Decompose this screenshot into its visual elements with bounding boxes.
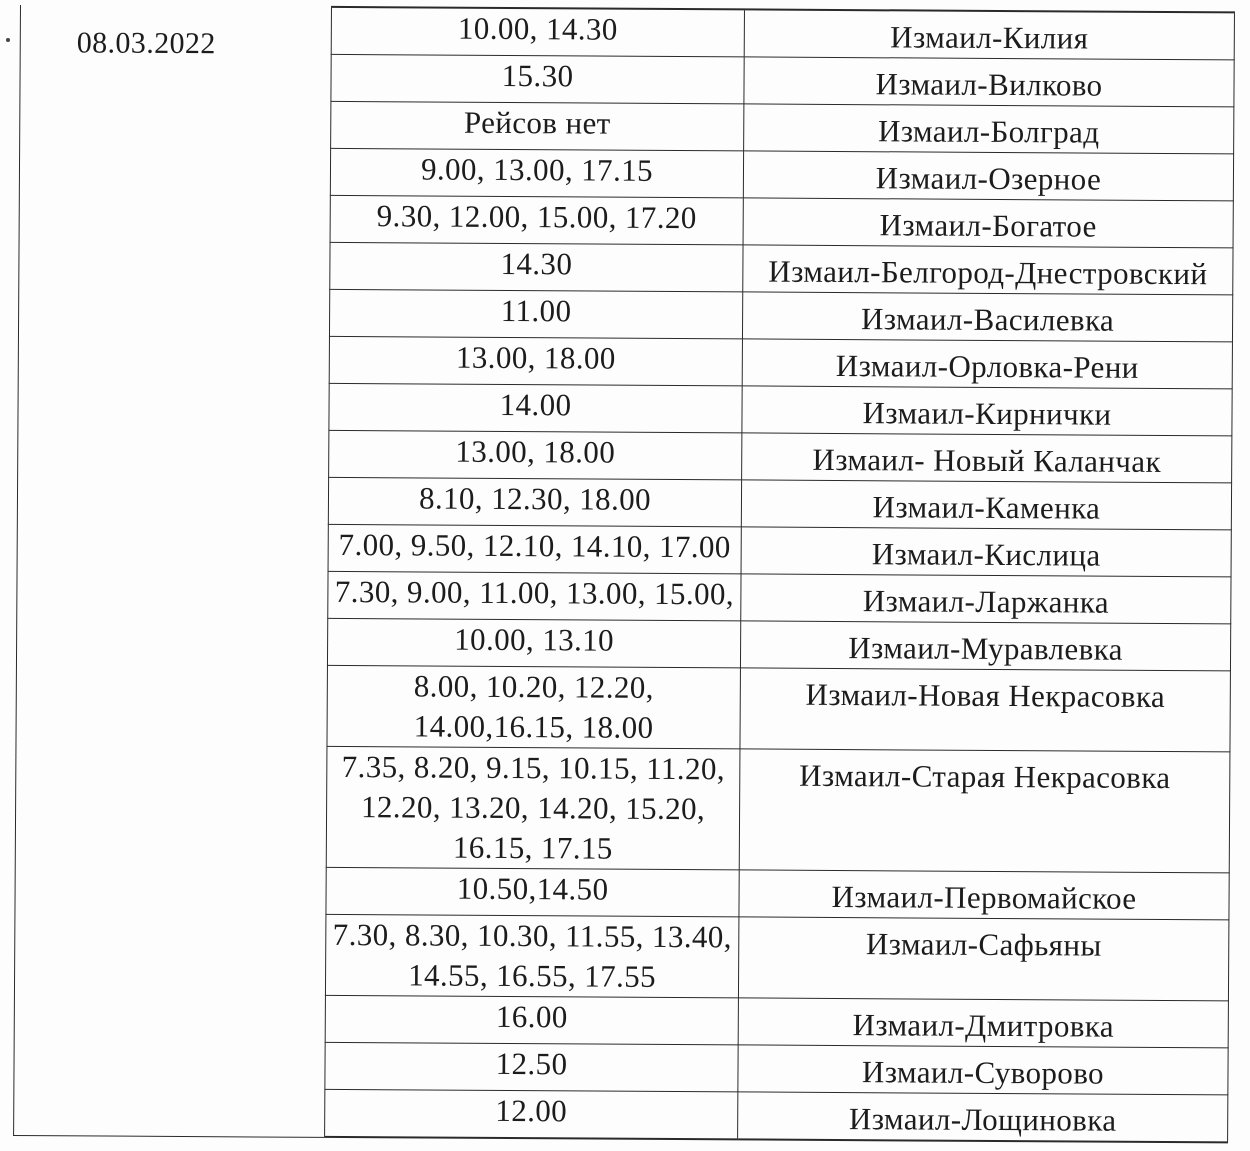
departure-times: 12.50: [325, 1042, 738, 1092]
route-name: Измаил-Болград: [744, 104, 1234, 154]
departure-times: 15.30: [331, 54, 744, 104]
route-name: Измаил-Старая Некрасовка: [739, 749, 1230, 873]
route-name: Измаил-Кирнички: [742, 386, 1232, 436]
route-name: Измаил-Первомайское: [739, 870, 1229, 920]
route-name: Измаил-Озерное: [743, 151, 1233, 201]
route-name: Измаил-Кислица: [741, 527, 1231, 577]
schedule-document: [13, 4, 1235, 1143]
route-name: Измаил-Новая Некрасовка: [740, 668, 1230, 752]
route-name: Измаил-Каменка: [741, 480, 1231, 530]
scan-speck: [6, 38, 10, 42]
route-name: Измаил-Дмитровка: [738, 998, 1228, 1048]
departure-times: 11.00: [329, 289, 742, 339]
departure-times: 13.00, 18.00: [329, 336, 742, 386]
table-row: [20, 5, 1234, 60]
departure-times: 10.00, 14.30: [331, 7, 744, 57]
bus-schedule-table: [13, 4, 1235, 1143]
route-name: Измаил-Муравлевка: [740, 621, 1230, 671]
departure-times: 9.30, 12.00, 15.00, 17.20: [330, 195, 743, 245]
route-name: Измаил- Новый Каланчак: [742, 433, 1232, 483]
route-name: Измаил-Ларжанка: [741, 574, 1231, 624]
departure-times: 7.30, 8.30, 10.30, 11.55, 13.40, 14.55, 16.55, 17.55: [325, 914, 738, 998]
departure-times: 9.00, 13.00, 17.15: [330, 148, 743, 198]
departure-times: 10.50,14.50: [326, 867, 739, 917]
departure-times: 7.30, 9.00, 11.00, 13.00, 15.00,: [328, 571, 741, 621]
date-cell: 08.03.2022: [14, 5, 332, 1137]
departure-times: 10.00, 13.10: [327, 618, 740, 668]
departure-times: 7.35, 8.20, 9.15, 10.15, 11.20, 12.20, 13.20, 14.20, 15.20, 16.15, 17.15: [326, 746, 740, 870]
departure-times: 8.10, 12.30, 18.00: [328, 477, 741, 527]
departure-times: 14.30: [330, 242, 743, 292]
route-name: Измаил-Богатое: [743, 198, 1233, 248]
route-name: Измаил-Белгород-Днестровский: [743, 245, 1233, 295]
departure-times: 16.00: [325, 995, 738, 1045]
departure-times: 8.00, 10.20, 12.20, 14.00,16.15, 18.00: [327, 665, 740, 749]
route-name: Измаил-Килия: [744, 9, 1234, 59]
departure-times: 12.00: [325, 1089, 738, 1139]
route-name: Измаил-Сафьяны: [738, 917, 1228, 1001]
departure-times: 13.00, 18.00: [329, 430, 742, 480]
route-name: Измаил-Василевка: [742, 292, 1232, 342]
departure-times: 14.00: [329, 383, 742, 433]
route-name: Измаил-Суворово: [738, 1045, 1228, 1095]
departure-times: Рейсов нет: [331, 101, 744, 151]
departure-times: 7.00, 9.50, 12.10, 14.10, 17.00: [328, 524, 741, 574]
route-name: Измаил-Лощиновка: [738, 1092, 1228, 1142]
route-name: Измаил-Вилково: [744, 57, 1234, 107]
route-name: Измаил-Орловка-Рени: [742, 339, 1232, 389]
